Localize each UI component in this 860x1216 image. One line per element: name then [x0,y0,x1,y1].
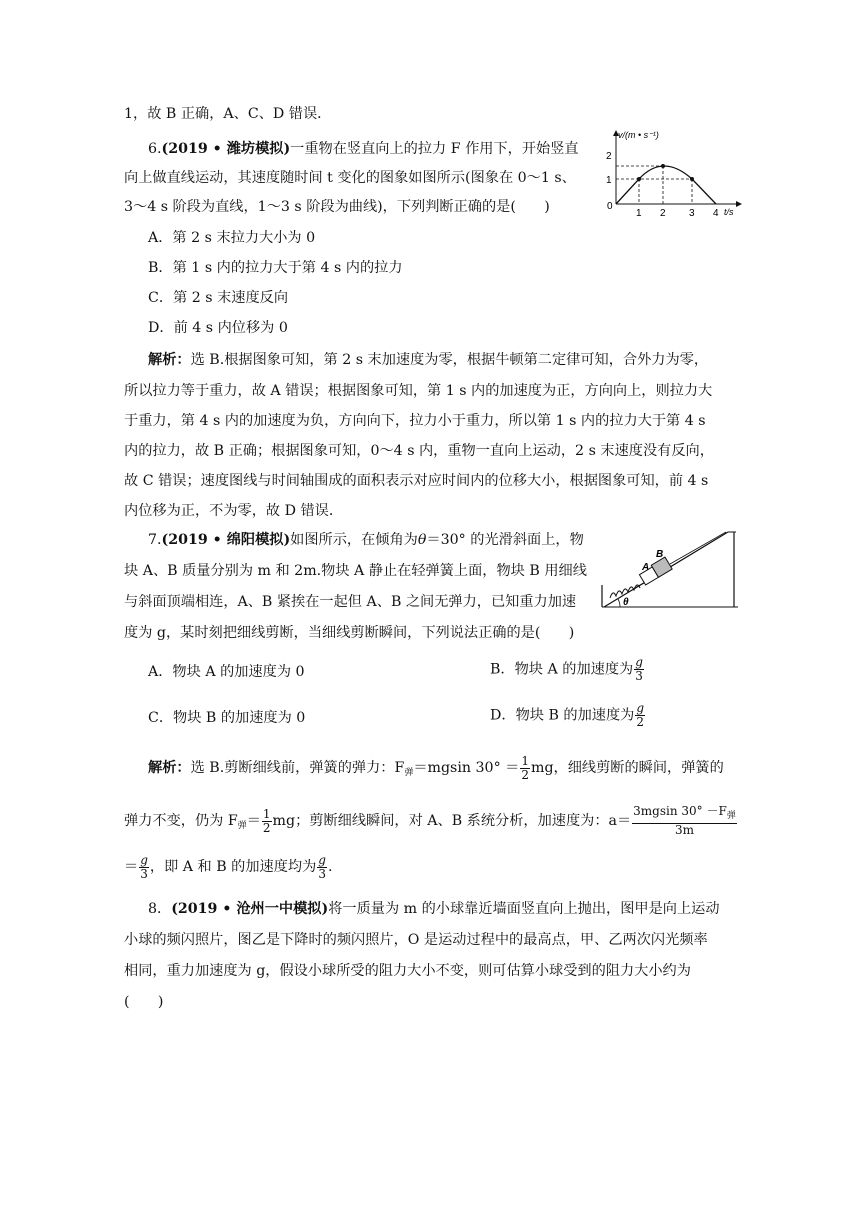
q7-stem-line-2: 块 A、B 质量分别为 m 和 2m.物块 A 静止在轻弹簧上面，物块 B 用细线 [124,563,587,579]
thread [670,532,726,564]
theta-label: θ [623,597,629,608]
q7-incline-figure [600,528,740,610]
previous-answer-line: 1，故 B 正确，A、C、D 错误． [124,106,332,122]
q7-stem-line-1: 7.(2019 • 绵阳模拟)如图所示，在倾角为θ＝30° 的光滑斜面上，物 [148,532,584,548]
q7-option-c: C．物块 B 的加速度为 0 [148,710,306,726]
q8-stem-line-4: ( ) [124,994,164,1010]
q6-source: (2019 • 潍坊模拟) [161,141,291,157]
q8-stem-line-3: 相同，重力加速度为 g，假设小球所受的阻力大小不变，则可估算小球受到的阻力大小约为 [124,963,691,979]
graph-ytick-1: 1 [606,175,612,186]
q6-stem-line-1: 6.(2019 • 潍坊模拟)一重物在竖直向上的拉力 F 作用下，开始竖直 [148,141,579,157]
q7-analysis-line-3: ＝ $\frac{g}{3}$ ，即 A 和 B 的加速度均为 $\frac{g}{3}$ . [124,852,333,881]
q7-option-a: A．物块 A 的加速度为 0 [148,664,305,680]
q6-option-b: B．第 1 s 内的拉力大于第 4 s 内的拉力 [148,260,403,276]
q6-stem-line-3: 3～4 s 阶段为直线，1～3 s 阶段为曲线)，下列判断正确的是( ) [124,199,550,215]
q6-analysis-line-6: 内位移为正，不为零，故 D 错误． [124,503,344,519]
label-a: A [642,562,650,573]
graph-xlabel: t/s [724,207,734,217]
graph-origin: 0 [607,201,613,212]
q7-stem-line-4: 度为 g，某时刻把细线剪断，当细线剪断瞬间，下列说法正确的是( ) [124,625,575,641]
q6-option-a: A．第 2 s 末拉力大小为 0 [148,230,316,246]
label-b: B [656,549,664,560]
graph-xtick-2: 2 [660,208,666,219]
q8-source: (2019 • 沧州一中模拟) [171,901,329,917]
graph-ytick-2: 2 [606,151,612,162]
q6-analysis-line-3: 于重力，第 4 s 内的加速度为负，方向向下，拉力小于重力，所以第 1 s 内的拉力大于第 4 s [124,413,706,429]
q6-analysis-line-2: 所以拉力等于重力，故 A 错误；根据图象可知，第 1 s 内的加速度为正，方向向上，则拉力大 [124,383,713,399]
graph-xtick-1: 1 [636,208,642,219]
q8-stem-line-1: 8．(2019 • 沧州一中模拟)将一质量为 m 的小球靠近墙面竖直向上抛出，图甲是向上运动 [148,901,720,917]
q8-stem-line-2: 小球的频闪照片，图乙是下降时的频闪照片，O 是运动过程中的最高点，甲、乙两次闪光频率 [124,932,708,948]
q6-analysis-label: 解析： [148,352,191,368]
graph-xtick-4: 4 [713,208,719,219]
q6-option-c: C．第 2 s 末速度反向 [148,290,289,306]
q7-analysis-line-2: 弹力不变，仍为 $F_弹=$ $\frac{1}{2}$ mg；剪断细线瞬间，对 A、B 系统分析，加速度为：a＝ $\frac{3mgsin 30^\circ -F_弹}{3m}$ [124,804,736,837]
q6-option-d: D．前 4 s 内位移为 0 [148,320,288,336]
q6-analysis-line-1: 解析：选 B.根据图象可知，第 2 s 末加速度为零，根据牛顿第二定律可知，合外力为零， [148,352,709,368]
q7-source: (2019 • 绵阳模拟) [161,532,291,548]
graph-ylabel: v/(m • s⁻¹) [618,130,659,140]
q8-number: 8． [148,901,172,917]
q6-analysis-line-5: 故 C 错误；速度图线与时间轴围成的面积表示对应时间内的位移大小，根据图象可知，前 4 s [124,473,709,489]
q7-stem-line-3: 与斜面顶端相连，A、B 紧挨在一起但 A、B 之间无弹力，已知重力加速 [124,594,577,610]
q6-number: 6. [148,141,162,157]
q7-analysis-line-1: 解析：选 B.剪断细线前，弹簧的弹力：$F_弹=mgsin$ 30° ＝ $\frac{1}{2}$ mg，细线剪断的瞬间，弹簧的 [148,753,724,782]
q6-velocity-time-graph [596,125,746,225]
q7-option-b: B．物块 A 的加速度为 $\frac{g}{3}$ [490,655,643,683]
q7-analysis-label: 解析： [148,760,191,776]
q7-number: 7. [148,532,162,548]
q6-analysis-line-4: 内的拉力，故 B 正确；根据图象可知，0～4 s 内，重物一直向上运动，2 s 末速度没有反向， [124,443,714,459]
q6-stem-line-2: 向上做直线运动，其速度随时间 t 变化的图象如图所示(图象在 0～1 s、 [124,170,576,186]
q7-option-d: D．物块 B 的加速度为 $\frac{g}{2}$ [490,701,645,729]
graph-xtick-3: 3 [689,208,695,219]
velocity-curve [616,166,716,204]
